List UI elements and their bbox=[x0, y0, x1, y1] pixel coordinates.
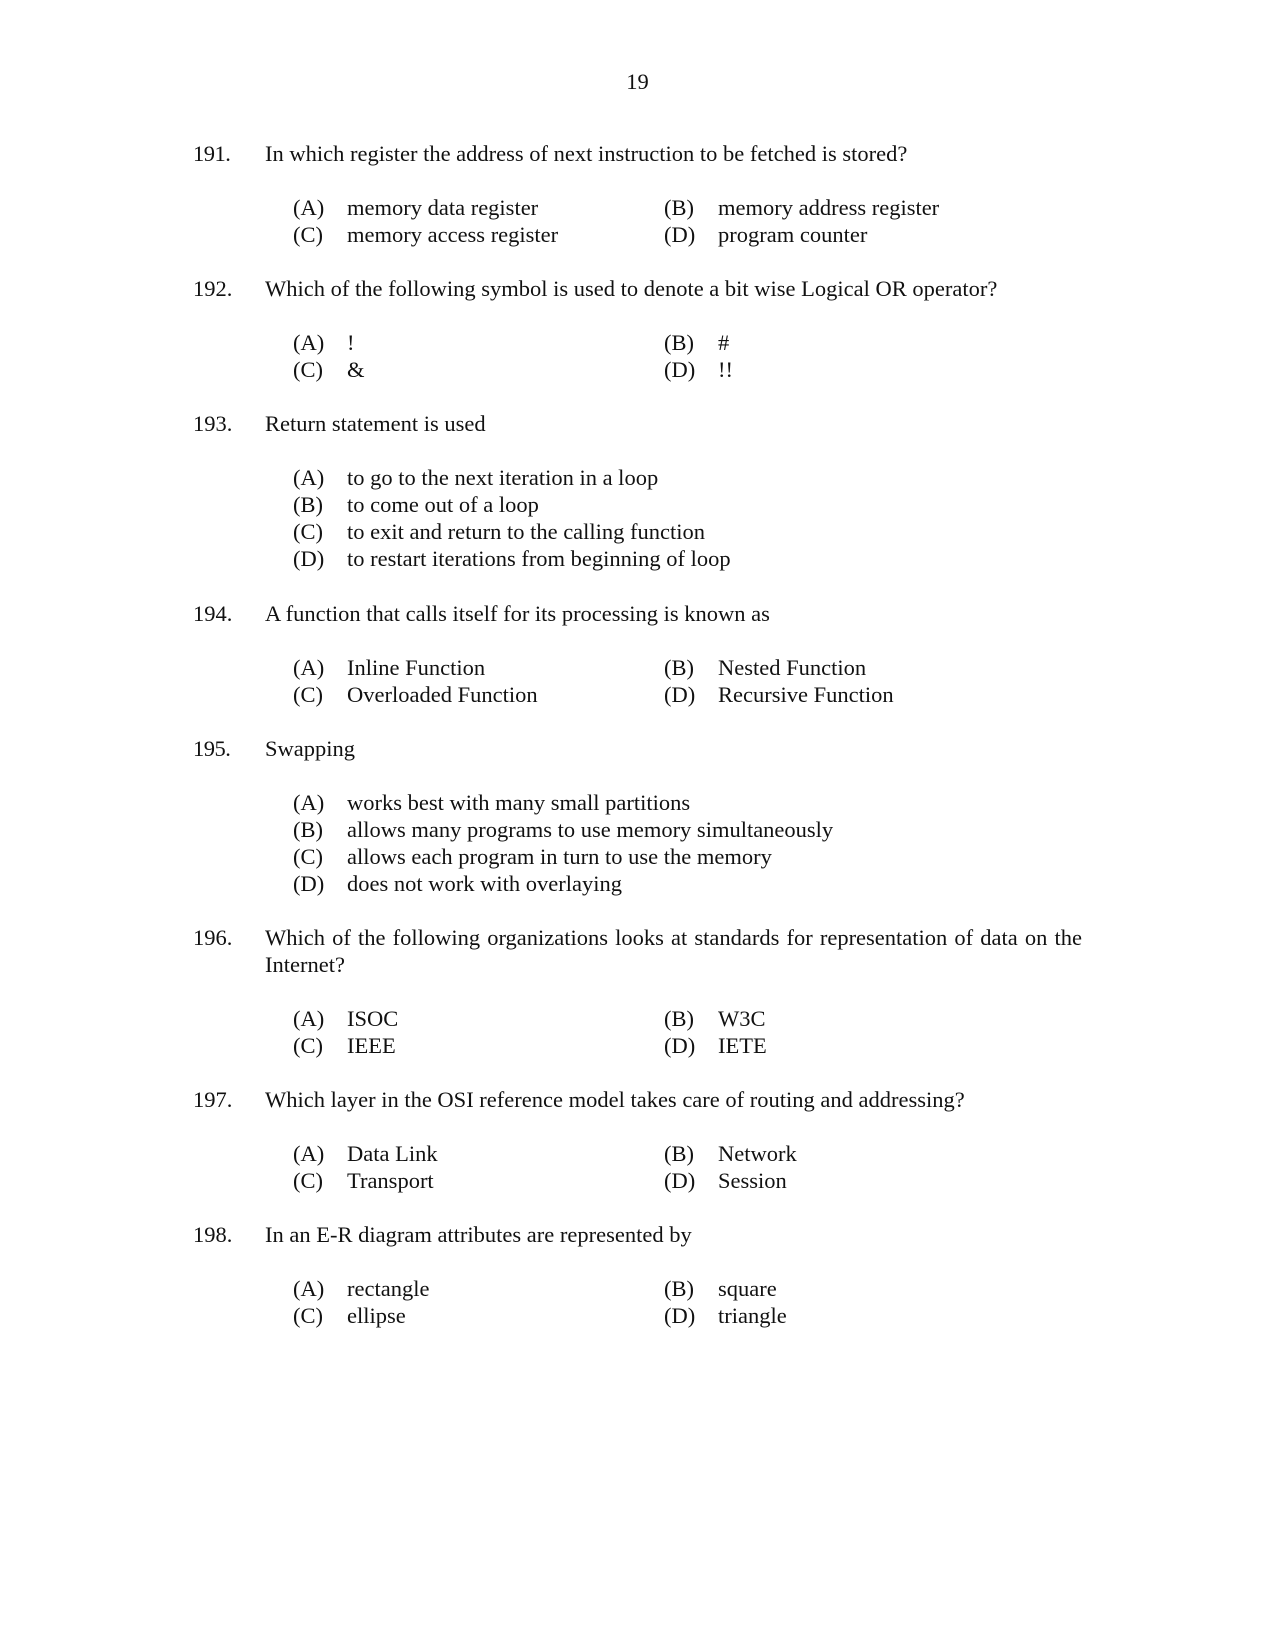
option-text: program counter bbox=[718, 222, 868, 247]
option-letter: (C) bbox=[293, 844, 323, 869]
option-letter: (A) bbox=[293, 195, 325, 220]
option-text: ! bbox=[347, 330, 355, 355]
question-text: A function that calls itself for its processing is known as bbox=[265, 601, 770, 626]
option-text: Session bbox=[718, 1168, 787, 1193]
option-text: Network bbox=[718, 1141, 797, 1166]
option-letter: (B) bbox=[664, 195, 694, 220]
question-number: 198. bbox=[193, 1222, 233, 1247]
option-letter: (C) bbox=[293, 1033, 323, 1058]
option-letter: (A) bbox=[293, 465, 325, 490]
option-letter: (A) bbox=[293, 1006, 325, 1031]
option-letter: (C) bbox=[293, 1168, 323, 1193]
page-number: 19 bbox=[626, 69, 649, 94]
option-letter: (B) bbox=[293, 817, 323, 842]
option-text: to go to the next iteration in a loop bbox=[347, 465, 659, 490]
option-letter: (B) bbox=[664, 1276, 694, 1301]
option-text: memory access register bbox=[347, 222, 559, 247]
question-number: 196. bbox=[193, 925, 233, 950]
option-letter: (D) bbox=[664, 1303, 696, 1328]
option-text: Inline Function bbox=[347, 655, 486, 680]
option-letter: (D) bbox=[664, 357, 696, 382]
option-letter: (A) bbox=[293, 1141, 325, 1166]
question-text: Which layer in the OSI reference model takes care of routing and addressing? bbox=[265, 1087, 965, 1112]
option-text: Data Link bbox=[347, 1141, 438, 1166]
option-text: Overloaded Function bbox=[347, 682, 538, 707]
question-text: Which of the following organizations looks at standards for representation of data on the Internet? bbox=[265, 925, 1082, 977]
option-text: W3C bbox=[718, 1006, 766, 1031]
option-text: !! bbox=[718, 357, 733, 382]
option-letter: (B) bbox=[664, 330, 694, 355]
option-letter: (B) bbox=[664, 1006, 694, 1031]
option-text: to exit and return to the calling function bbox=[347, 519, 706, 544]
option-letter: (C) bbox=[293, 222, 323, 247]
question-text: In an E-R diagram attributes are represented by bbox=[265, 1222, 692, 1247]
option-text: square bbox=[718, 1276, 777, 1301]
option-letter: (A) bbox=[293, 330, 325, 355]
option-letter: (D) bbox=[664, 1168, 696, 1193]
option-letter: (B) bbox=[664, 1141, 694, 1166]
option-text: Recursive Function bbox=[718, 682, 894, 707]
option-text: IEEE bbox=[347, 1033, 396, 1058]
option-letter: (C) bbox=[293, 1303, 323, 1328]
question-number: 191. bbox=[193, 141, 231, 166]
question-text: Swapping bbox=[265, 736, 355, 761]
option-text: ellipse bbox=[347, 1303, 406, 1328]
question-text: Which of the following symbol is used to denote a bit wise Logical OR operator? bbox=[265, 276, 998, 301]
question-number: 195. bbox=[193, 736, 231, 761]
question-number: 197. bbox=[193, 1087, 233, 1112]
option-letter: (D) bbox=[664, 222, 696, 247]
option-text: works best with many small partitions bbox=[347, 790, 691, 815]
option-text: # bbox=[718, 330, 730, 355]
question-text: In which register the address of next instruction to be fetched is stored? bbox=[265, 141, 908, 166]
option-text: allows many programs to use memory simultaneously bbox=[347, 817, 834, 842]
option-letter: (C) bbox=[293, 519, 323, 544]
option-text: allows each program in turn to use the memory bbox=[347, 844, 772, 869]
option-letter: (D) bbox=[664, 1033, 696, 1058]
option-text: does not work with overlaying bbox=[347, 871, 622, 896]
option-letter: (D) bbox=[293, 546, 325, 571]
option-text: to come out of a loop bbox=[347, 492, 539, 517]
question-number: 192. bbox=[193, 276, 233, 301]
option-text: ISOC bbox=[347, 1006, 399, 1031]
option-letter: (B) bbox=[293, 492, 323, 517]
option-letter: (D) bbox=[293, 871, 325, 896]
option-letter: (D) bbox=[664, 682, 696, 707]
option-text: & bbox=[347, 357, 365, 382]
option-text: IETE bbox=[718, 1033, 767, 1058]
question-number: 194. bbox=[193, 601, 233, 626]
option-text: Nested Function bbox=[718, 655, 867, 680]
option-text: Transport bbox=[347, 1168, 434, 1193]
option-text: triangle bbox=[718, 1303, 787, 1328]
option-letter: (B) bbox=[664, 655, 694, 680]
option-letter: (A) bbox=[293, 790, 325, 815]
option-text: to restart iterations from beginning of loop bbox=[347, 546, 731, 571]
option-letter: (A) bbox=[293, 1276, 325, 1301]
option-text: memory data register bbox=[347, 195, 539, 220]
question-text: Return statement is used bbox=[265, 411, 486, 436]
question-number: 193. bbox=[193, 411, 233, 436]
option-letter: (C) bbox=[293, 357, 323, 382]
option-letter: (A) bbox=[293, 655, 325, 680]
option-letter: (C) bbox=[293, 682, 323, 707]
option-text: rectangle bbox=[347, 1276, 430, 1301]
option-text: memory address register bbox=[718, 195, 940, 220]
